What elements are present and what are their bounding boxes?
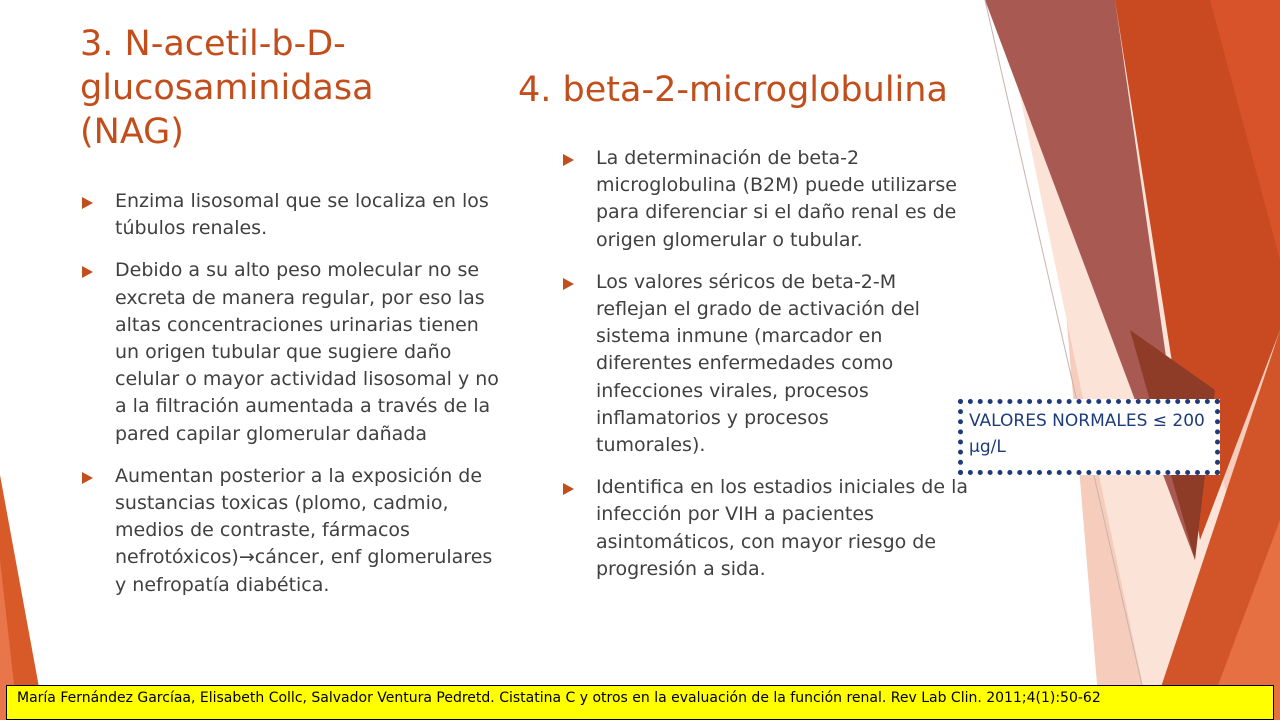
bullet-text: Los valores séricos de beta-2-M reflejan el grado de activación del sistema inmune (marcador en diferentes enfermedades como infecciones virales, procesos inflamatorios y procesos tumorales).	[596, 270, 920, 457]
normal-values-box	[958, 399, 1220, 475]
triangle-bullet-icon	[82, 472, 93, 484]
citation-text: María Fernández Garcíaa, Elisabeth Collc, Salvador Ventura Pedretd. Cistatina C y otros en la evaluación de la función renal. Rev Lab Clin. 2011;4(1):50-62	[17, 690, 1101, 706]
citation-footer	[6, 685, 1274, 720]
list-item	[80, 463, 500, 599]
list-item	[561, 474, 981, 583]
list-item	[561, 145, 981, 254]
normal-values-text: VALORES NORMALES ≤ 200 µg/L	[969, 411, 1205, 457]
list-item	[80, 188, 500, 242]
b2m-title: 4. beta-2-microglobulina	[518, 70, 948, 110]
list-item	[80, 257, 500, 447]
bullet-text: Aumentan posterior a la exposición de sustancias toxicas (plomo, cadmio, medios de contraste, fármacos nefrotóxicos)→cáncer, enf glomerulares y nefropatía diabética.	[115, 464, 493, 596]
triangle-bullet-icon	[563, 278, 574, 290]
triangle-bullet-icon	[563, 483, 574, 495]
nag-title: 3. N-acetil-b-D-glucosaminidasa (NAG)	[80, 24, 374, 152]
bullet-text: Identifica en los estadios iniciales de la infección por VIH a pacientes asintomáticos, con mayor riesgo de progresión a sida.	[596, 476, 969, 580]
list-item	[561, 269, 981, 459]
bullet-text: Enzima lisosomal que se localiza en los túbulos renales.	[115, 190, 489, 240]
triangle-bullet-icon	[82, 197, 93, 209]
bullet-text: Debido a su alto peso molecular no se excreta de manera regular, por eso las altas concentraciones urinarias tienen un origen tubular que sugiere daño celular o mayor actividad lisosomal y no a la filtración aumentada a través de la pared capilar glomerular dañada	[115, 259, 499, 445]
bullet-text: La determinación de beta-2 microglobulina (B2M) puede utilizarse para diferenciar si el daño renal es de origen glomerular o tubular.	[596, 147, 957, 251]
triangle-bullet-icon	[563, 154, 574, 166]
nag-bullet-list	[80, 188, 500, 614]
b2m-bullet-list	[561, 145, 981, 598]
triangle-bullet-icon	[82, 266, 93, 278]
